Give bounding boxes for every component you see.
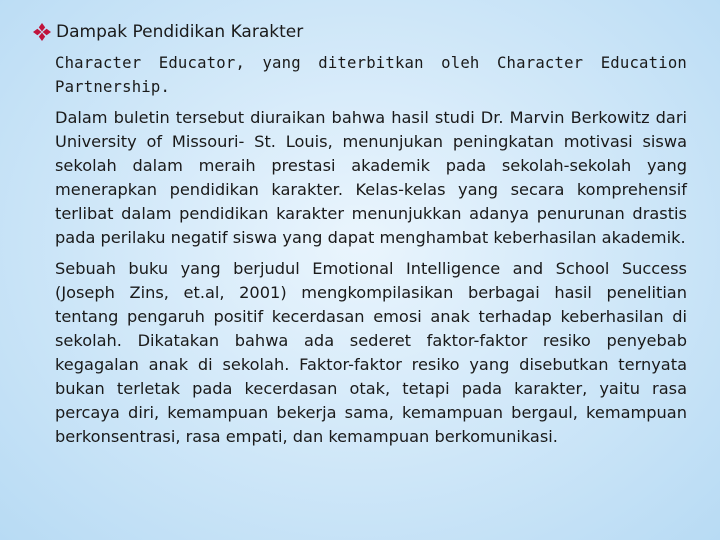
- diamond-bullet-icon: [32, 22, 52, 42]
- paragraph-1: Character Educator, yang diterbitkan oleh Character Education Partnership.: [55, 54, 687, 96]
- paragraph-3: Sebuah buku yang berjudul Emotional Intelligence and School Success (Joseph Zins, et.al, 2001) mengkompilasikan berbagai hasil penelitian tentang pengaruh positif kecerdasan emosi anak terhadap keberhasilan di sekolah. Dikatakan bahwa ada sederet faktor-faktor resiko penyebab kegagalan anak di sekolah. Faktor-faktor resiko yang disebutkan ternyata bukan terletak pada kecerdasan otak, tetapi pada karakter, yaitu rasa percaya diri, kemampuan bekerja sama, kemampuan bergaul, kemampuan berkonsentrasi, rasa empati, dan kemampuan berkomunikasi.: [55, 259, 687, 446]
- slide-heading: [32, 20, 303, 44]
- paragraph-2: Dalam buletin tersebut diuraikan bahwa hasil studi Dr. Marvin Berkowitz dari University of Missouri- St. Louis, menunjukan peningkatan motivasi siswa sekolah dalam meraih prestasi akademik pada sekolah-sekolah yang menerapkan pendidikan karakter. Kelas-kelas yang secara komprehensif terlibat dalam pendidikan karakter menunjukkan adanya penurunan drastis pada perilaku negatif siswa yang dapat menghambat keberhasilan akademik.: [55, 108, 687, 247]
- slide-body: [55, 51, 687, 456]
- heading-text: Dampak Pendidikan Karakter: [56, 22, 304, 42]
